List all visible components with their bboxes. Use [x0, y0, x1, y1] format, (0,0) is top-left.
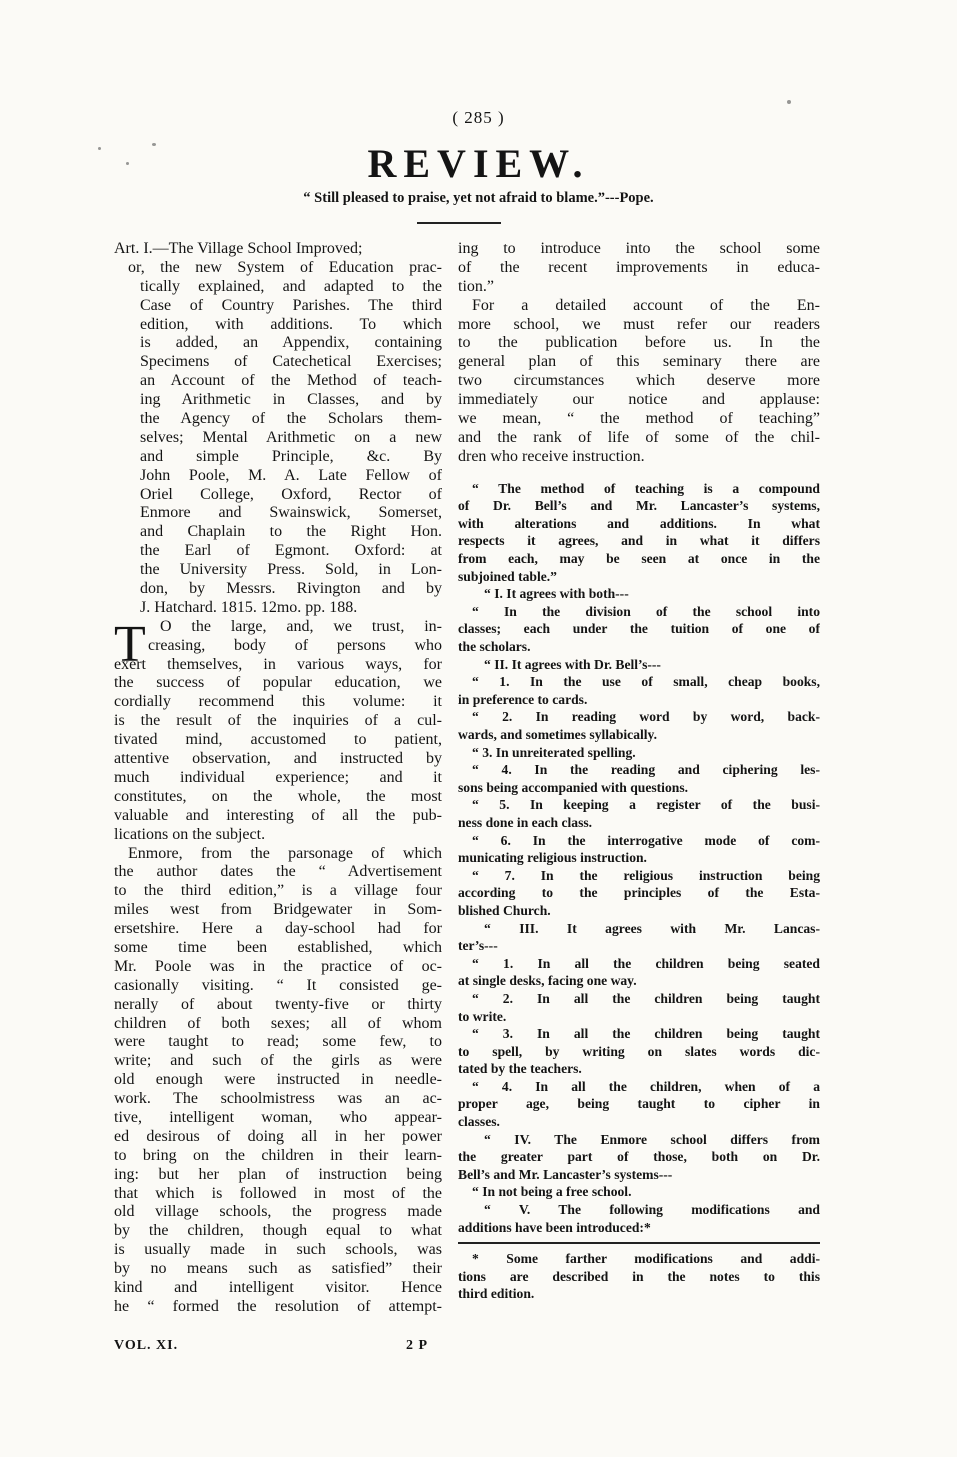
- text-line: exert themselves, in various ways, for: [114, 655, 442, 673]
- text-line: to the third edition,” is a village four: [114, 882, 442, 900]
- text-line: “ 1. In all the children being seated: [472, 955, 820, 971]
- text-line: additions have been introduced:*: [458, 1219, 651, 1235]
- text-line: and Chaplain to the Right Hon.: [140, 523, 442, 541]
- text-line: the University Press. Sold, in Lon-: [140, 561, 442, 579]
- text-line: For a detailed account of the En-: [472, 296, 820, 314]
- text-line: “ 2. In all the children being taught: [472, 990, 820, 1006]
- text-line: more school, we must refer our readers: [458, 315, 820, 333]
- text-line: tivated mind, accustomed to patient,: [114, 731, 442, 749]
- text-line: by the children, though equal to what: [114, 1222, 442, 1240]
- page-number: ( 285 ): [452, 108, 505, 127]
- text-line: casionally visiting. “ It consisted ge-: [114, 976, 442, 994]
- text-line: ersetshire. Here a day-school had for: [114, 920, 442, 938]
- text-line: from each, may be seen at once in the: [458, 551, 820, 567]
- text-line: O the large, and, we trust, in-: [160, 617, 442, 635]
- paper-speckle: [152, 143, 156, 146]
- text-line: wards, and sometimes syllabically.: [458, 727, 658, 742]
- text-line: is added, an Appendix, containing: [140, 334, 442, 352]
- text-line: ed desirous of doing all in her power: [114, 1127, 442, 1145]
- text-line: with alterations and additions. In what: [458, 515, 820, 531]
- text-line: old enough were instructed in needle-: [114, 1071, 442, 1089]
- text-line: cordially recommend this volume: it: [114, 693, 442, 711]
- title-rule: [417, 222, 501, 224]
- text-line: blished Church.: [458, 902, 551, 918]
- footnote: [458, 1250, 820, 1303]
- text-line: tated by the teachers.: [458, 1061, 582, 1077]
- text-line: the success of popular education, we: [114, 674, 442, 692]
- text-line: “ 4. In the reading and ciphering les-: [472, 762, 820, 778]
- text-line: “ 6. In the interrogative mode of com-: [472, 832, 820, 848]
- text-line: tion.”: [458, 277, 494, 295]
- text-line: immediately our notice and applause:: [458, 391, 820, 409]
- text-line: Art. I.—The Village School Improved;: [114, 240, 363, 257]
- text-line: ing Arithmetic in Classes, and by: [140, 391, 442, 409]
- text-line: nerally of about twenty-five or thirty: [114, 995, 442, 1013]
- text-line: “ II. It agrees with Dr. Bell’s---: [484, 656, 661, 672]
- text-line: is usually made in such schools, was: [114, 1241, 442, 1259]
- paper-speckle: [98, 147, 101, 150]
- text-line: the Agency of the Scholars them-: [140, 410, 442, 428]
- page-title: REVIEW.: [367, 141, 590, 186]
- text-line: “ IV. The Enmore school differs from: [484, 1131, 820, 1147]
- text-line: according to the principles of the Esta-: [458, 885, 820, 901]
- text-line: were taught to read; some few, to: [114, 1033, 442, 1051]
- text-line: tive, intelligent woman, who appear-: [114, 1108, 442, 1126]
- text-line: valuable and interesting of all the pub-: [114, 806, 442, 824]
- text-line: classes.: [458, 1114, 500, 1130]
- text-line: subjoined table.”: [458, 568, 557, 584]
- text-line: “ 3. In unreiterated spelling.: [472, 744, 636, 760]
- text-line: old village schools, the progress made: [114, 1203, 442, 1221]
- footnote-rule: [458, 1236, 820, 1250]
- text-line: or, the new System of Education prac-: [128, 258, 442, 276]
- text-line: J. Hatchard. 1815. 12mo. pp. 188.: [140, 598, 358, 616]
- text-line: the greater part of those, both on Dr.: [458, 1149, 820, 1165]
- text-line: to bring on the children in their learn-: [114, 1146, 442, 1164]
- text-line: ter’s---: [458, 938, 498, 954]
- text-line: the scholars.: [458, 639, 531, 655]
- text-line: the Earl of Egmont. Oxford: at: [140, 542, 442, 560]
- text-line: Specimens of Catechetical Exercises;: [140, 353, 442, 371]
- paragraph-gap: [458, 467, 820, 480]
- text-line: “ 7. In the religious instruction being: [472, 867, 820, 883]
- text-line: ness done in each class.: [458, 814, 593, 830]
- text-line: Enmore and Swainswick, Somerset,: [140, 504, 442, 522]
- paper-speckle: [787, 100, 791, 104]
- text-line: work. The schoolmistress was an ac-: [114, 1090, 442, 1108]
- text-line: “ In not being a free school.: [472, 1184, 632, 1200]
- text-line: that which is followed in most of the: [114, 1184, 442, 1202]
- text-line: “ 2. In reading word by word, back-: [472, 709, 820, 725]
- text-line: edition, with additions. To which: [140, 315, 442, 333]
- text-line: Bell’s and Mr. Lancaster’s systems---: [458, 1166, 673, 1182]
- text-line: of Dr. Bell’s and Mr. Lancaster’s systems,: [458, 498, 820, 514]
- text-line: tically explained, and adapted to the: [140, 277, 442, 295]
- text-line: “ 3. In all the children being taught: [472, 1026, 820, 1042]
- text-line: an Account of the Method of teach-: [140, 372, 442, 390]
- text-line: Enmore, from the parsonage of which: [128, 844, 442, 862]
- text-line: the author dates the “ Advertisement: [114, 863, 442, 881]
- text-line: Mr. Poole was in the practice of oc-: [114, 957, 442, 975]
- text-line: write; and such of the girls as were: [114, 1052, 442, 1070]
- text-line: ing to introduce into the school some: [458, 240, 820, 257]
- right-column: [458, 240, 820, 1303]
- text-line: in preference to cards.: [458, 691, 588, 707]
- text-line: selves; Mental Arithmetic on a new: [140, 428, 442, 446]
- text-line: “ V. The following modifications and: [484, 1202, 820, 1218]
- text-line: ing: but her plan of instruction being: [114, 1165, 442, 1183]
- text-line: general plan of this seminary there are: [458, 353, 820, 371]
- text-line: is the result of the inquiries of a cul-: [114, 712, 442, 730]
- text-line: third edition.: [458, 1286, 535, 1302]
- text-line: of the recent improvements in educa-: [458, 258, 820, 276]
- text-line: “ In the division of the school into: [472, 603, 820, 619]
- right-column-body: [458, 240, 820, 1236]
- text-line: proper age, being taught to cipher in: [458, 1096, 820, 1112]
- text-line: he “ formed the resolution of attempt-: [114, 1297, 442, 1315]
- text-line: “ III. It agrees with Mr. Lancas-: [484, 920, 820, 936]
- text-line: “ 1. In the use of small, cheap books,: [472, 674, 820, 690]
- text-line: creasing, body of persons who: [148, 636, 442, 654]
- text-line: Oriel College, Oxford, Rector of: [140, 485, 442, 503]
- text-line: at single desks, facing one way.: [458, 973, 637, 989]
- text-line: to spell, by writing on slates words dic-: [458, 1043, 820, 1059]
- text-line: “ The method of teaching is a compound: [472, 480, 820, 496]
- text-line: sons being accompanied with questions.: [458, 779, 689, 795]
- text-line: to the publication before us. In the: [458, 334, 820, 352]
- text-line: Case of Country Parishes. The third: [140, 296, 442, 314]
- text-line: two circumstances which deserve more: [458, 372, 820, 390]
- text-line: much individual experience; and it: [114, 768, 442, 786]
- text-line: and the rank of life of some of the chil-: [458, 428, 820, 446]
- text-line: constitutes, on the whole, the most: [114, 787, 442, 805]
- text-line: respects it agrees, and in what it differs: [458, 533, 820, 549]
- text-line: tions are described in the notes to this: [458, 1268, 820, 1284]
- epigraph: “ Still pleased to praise, yet not afraid to blame.”---Pope.: [303, 190, 654, 206]
- text-line: children of both sexes; all of whom: [114, 1014, 442, 1032]
- text-line: don, by Messrs. Rivington and by: [140, 580, 442, 598]
- drop-cap: T: [114, 616, 146, 673]
- text-line: kind and intelligent visitor. Hence: [114, 1278, 442, 1296]
- text-line: municating religious instruction.: [458, 850, 647, 866]
- text-line: miles west from Bridgewater in Som-: [114, 901, 442, 919]
- text-line: “ 4. In all the children, when of a: [472, 1078, 820, 1094]
- text-line: lications on the subject.: [114, 825, 266, 843]
- text-line: some time been established, which: [114, 938, 442, 956]
- text-line: to write.: [458, 1008, 507, 1024]
- text-line: “ I. It agrees with both---: [484, 586, 629, 602]
- volume-mark: VOL. XI.: [114, 1338, 179, 1353]
- text-line: we mean, “ the method of teaching”: [458, 410, 820, 428]
- text-line: and simple Principle, &c. By: [140, 447, 442, 465]
- text-line: by no means such as satisfied” their: [114, 1260, 442, 1278]
- text-line: classes; each under the tuition of one of: [458, 621, 820, 637]
- text-line: * Some farther modifications and addi-: [472, 1251, 820, 1267]
- text-line: dren who receive instruction.: [458, 447, 645, 465]
- text-line: attentive observation, and instructed by: [114, 750, 442, 768]
- left-column: [114, 240, 442, 1317]
- paper-speckle: [126, 162, 129, 165]
- text-line: “ 5. In keeping a register of the busi-: [472, 797, 820, 813]
- signature-line: [114, 1338, 442, 1354]
- text-line: John Poole, M. A. Late Fellow of: [140, 466, 442, 484]
- signature-mark: 2 P: [405, 1338, 428, 1353]
